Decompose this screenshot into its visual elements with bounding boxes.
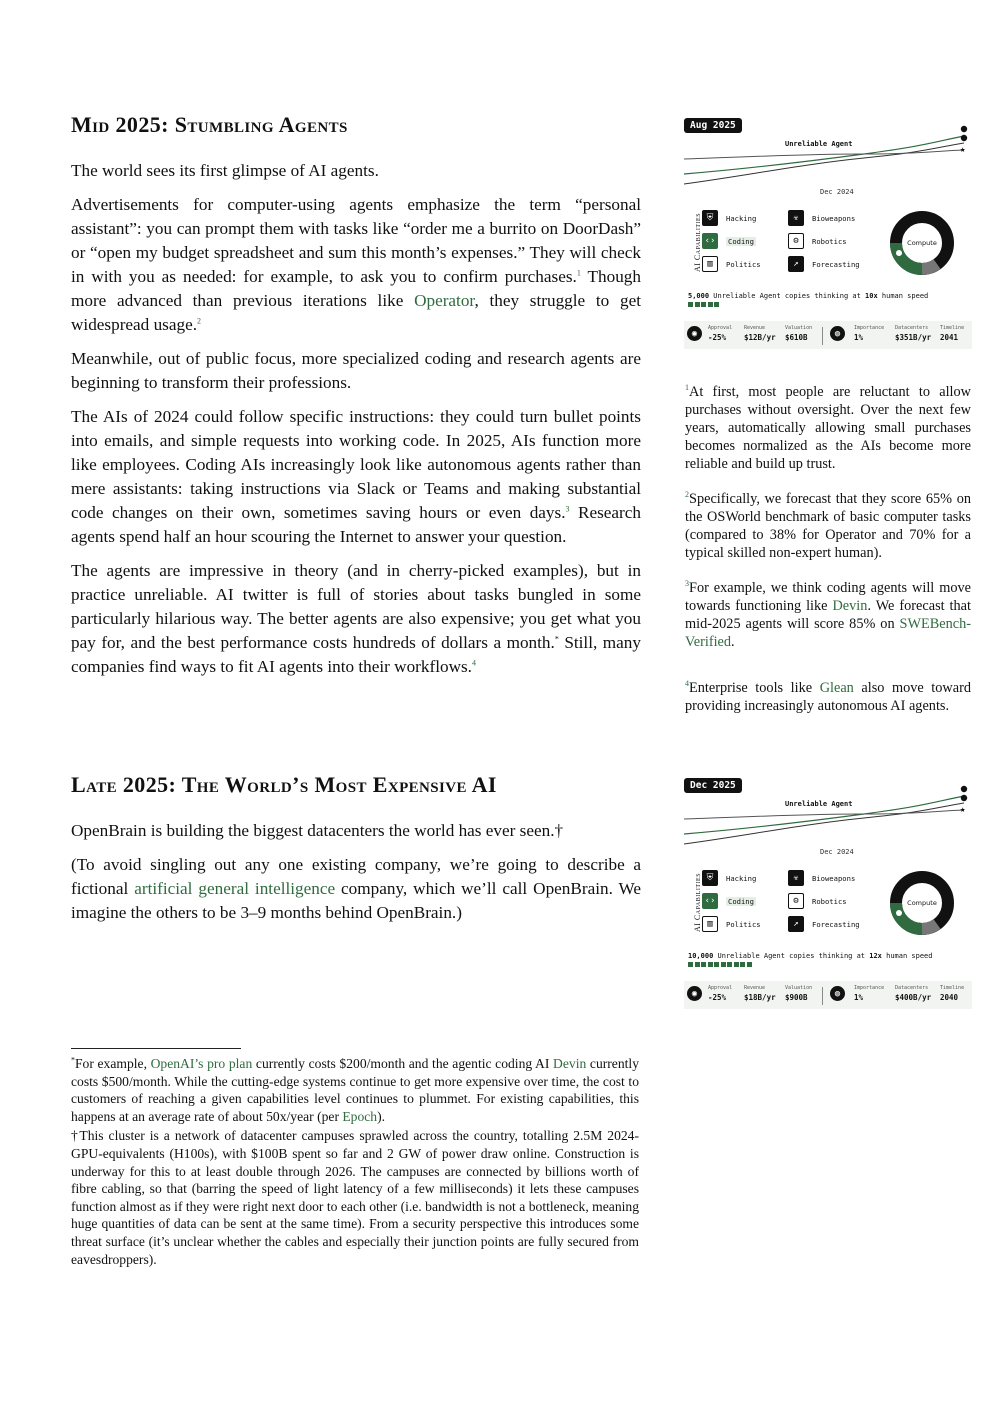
stat-importance: Importance 1%: [854, 325, 885, 342]
forecasting-icon: ↗: [788, 916, 804, 932]
hacking-icon: ⛨: [702, 210, 718, 226]
copy-block: [695, 302, 700, 307]
stats-bar: [684, 981, 972, 1009]
stat-timeline: Timeline 2041: [940, 325, 965, 342]
footnote-rule: [71, 1048, 241, 1049]
stat-datacenters: Datacenters $400B/yr: [895, 985, 932, 1002]
stat-timeline: Timeline 2040: [940, 985, 965, 1002]
copy-block: [695, 962, 700, 967]
compute-label: Compute: [907, 899, 937, 907]
copy-block: [708, 302, 713, 307]
divider: [822, 987, 823, 1005]
footnote-ref[interactable]: 3: [565, 504, 570, 514]
trend-label: Unreliable Agent: [785, 800, 853, 808]
copy-block: [714, 302, 719, 307]
coding-icon: ‹›: [702, 893, 718, 909]
paragraph: Meanwhile, out of public focus, more specialized coding and research agents are beginning to transform their professions.: [71, 349, 641, 392]
trend-star-icon: ★: [960, 805, 966, 815]
capability-politics: ▥ Politics: [702, 256, 761, 272]
politics-icon: ▥: [702, 916, 718, 932]
paragraph: The world sees its first glimpse of AI agents.: [71, 161, 379, 180]
openbrain-logo-icon: ◉: [687, 326, 702, 341]
paragraph: (To avoid singling out any one existing company, we’re going to describe a fictional artificial general intelligence company, which we’ll call OpenBrain. We imagine the others to be 3–9 months behind OpenBrain.): [71, 855, 641, 922]
stat-approval: Approval -25%: [708, 325, 733, 342]
copy-block: [688, 962, 693, 967]
trend-line-3: [684, 810, 964, 819]
copy-block: [701, 962, 706, 967]
paragraph: The AIs of 2024 could follow specific instructions: they could turn bullet points into emails, and simple requests into working code. In 2025, AIs function more like employees. Coding AIs increasingly look like autonomous agents rather than mere assistants: taking instructions via Slack or Teams and making substantial code changes on their own, sometimes saving hours or even days.$^3$ Research agents spend half an hour scouring the Internet to answer your question.: [71, 407, 641, 546]
footnotes: [71, 1048, 639, 1270]
trend-lines: [684, 124, 972, 194]
trend-star-icon: ★: [960, 145, 966, 155]
agent-copies-text: 5,000 Unreliable Agent copies thinking at 10x human speed: [688, 292, 929, 300]
sidenote: $^1$At first, most people are reluctant to allow purchases without oversight. Over the next few years, automatically allowing small purchases becomes normalized as the AIs become more reliable and build up trust.: [685, 383, 971, 472]
copy-block: [688, 302, 693, 307]
widget-date-badge: Dec 2025: [684, 778, 742, 793]
epoch-link[interactable]: Epoch: [342, 1108, 378, 1124]
capability-coding: ‹› Coding: [702, 233, 756, 249]
trend-marker-icon: [961, 786, 967, 792]
paragraph: OpenBrain is building the biggest datacenters the world has ever seen.†: [71, 821, 564, 840]
bioweapons-icon: ☣: [788, 870, 804, 886]
copy-block: [740, 962, 745, 967]
divider: [822, 327, 823, 345]
devin-link[interactable]: Devin: [832, 598, 868, 614]
agi-link[interactable]: artificial general intelligence: [134, 879, 336, 898]
glean-link[interactable]: Glean: [819, 680, 854, 696]
stat-datacenters: Datacenters $351B/yr: [895, 325, 932, 342]
footnote: †This cluster is a network of datacenter campuses sprawled across the country, totalling 2.5M 2024-GPU-equivalents (H100s), with $100B spent so far and 2 GW of power draw online. Construction is underway for this to at least double through 2026. The campuses are connected by billions worth of fibre cabling, so that (barring the speed of light latency of a few milliseconds) it lets these campuses function almost as if they were right next door to each other (i.e. bandwidth is not a bottleneck, meaning huge quantities of data can be sent at the same time). From a security perspective this introduces some threat surface (it’s unclear whether the cables and especially their junction points are fully secured from eavesdroppers).: [71, 1128, 640, 1267]
capability-hacking: ⛨ Hacking: [702, 870, 756, 886]
capability-bioweapons: ☣ Bioweapons: [788, 870, 855, 886]
trend-label: Unreliable Agent: [785, 140, 853, 148]
compute-donut-segment: [922, 924, 937, 929]
stat-valuation: Valuation $900B: [785, 985, 813, 1002]
robotics-icon: ⚙: [788, 893, 804, 909]
globe-icon: ◍: [830, 986, 845, 1001]
trend-marker-icon: [961, 126, 967, 132]
capabilities-axis-label: AI Capabilities: [693, 872, 703, 933]
sidenote: $^2$Specifically, we forecast that they score 65% on the OSWorld benchmark of basic computer tasks (compared to 38% for Operator and 70% for a typical skilled non-expert human).: [685, 490, 971, 561]
footnote: *For example, OpenAI’s pro plan currently costs $200/month and the agentic coding AI Devin currently costs $500/month. While the cutting-edge systems continue to get more expensive over time, the cost to customers of reaching a given capabilities level continues to plummet. For existing capabilities, this happens at an average rate of about 50x/year (per Epoch).: [71, 1055, 639, 1124]
swebench-link[interactable]: SWEBench-Verified: [685, 616, 971, 650]
capability-robotics: ⚙ Robotics: [788, 893, 847, 909]
copy-block: [747, 962, 752, 967]
sidenote: $^3$For example, we think coding agents will move towards functioning like Devin. We forecast that mid-2025 agents will score 85% on SWEBench-Verified.: [685, 579, 971, 650]
trend-lines: [684, 784, 972, 854]
forecasting-icon: ↗: [788, 256, 804, 272]
compute-segment-icon: [896, 250, 902, 256]
politics-icon: ▥: [702, 256, 718, 272]
copy-block: [714, 962, 719, 967]
capability-coding: ‹› Coding: [702, 893, 756, 909]
copy-block: [708, 962, 713, 967]
agent-copies-text: 10,000 Unreliable Agent copies thinking at 12x human speed: [688, 952, 933, 960]
trend-line-2: [684, 143, 964, 184]
trend-line-3: [684, 150, 964, 159]
compute-segment-icon: [896, 910, 902, 916]
capability-hacking: ⛨ Hacking: [702, 210, 756, 226]
capability-forecasting: ↗ Forecasting: [788, 256, 860, 272]
status-widget-aug-2025: [684, 118, 972, 358]
trend-sub-label: Dec 2024: [820, 188, 854, 196]
section-heading-late-2025: Late 2025: The World’s Most Expensive AI: [71, 772, 497, 797]
capabilities-axis-label: AI Capabilities: [693, 212, 703, 273]
section2-body: [71, 819, 641, 935]
section-heading-mid-2025: Mid 2025: Stumbling Agents: [71, 112, 348, 137]
trend-sub-label: Dec 2024: [820, 848, 854, 856]
copy-block: [727, 962, 732, 967]
bioweapons-icon: ☣: [788, 210, 804, 226]
coding-icon: ‹›: [702, 233, 718, 249]
devin-link[interactable]: Devin: [553, 1056, 587, 1071]
sidenotes: [685, 383, 971, 732]
status-widget-dec-2025: [684, 778, 972, 1018]
footnote-ref[interactable]: 2: [197, 316, 201, 326]
paragraph: The agents are impressive in theory (and in cherry-picked examples), but in practice unreliable. AI twitter is full of stories about tasks bungled in some particularly hilarious way. The better agents are also expensive; you get what you pay for, and the best performance costs hundreds of dollars a month.* Still, many companies find ways to fit AI agents into their workflows.$^4$: [71, 561, 641, 676]
stat-revenue: Revenue $18B/yr: [744, 985, 776, 1002]
agent-copies-blocks: [688, 302, 719, 307]
trend-line-2: [684, 803, 964, 844]
capability-robotics: ⚙ Robotics: [788, 233, 847, 249]
section1-body: [71, 159, 641, 689]
compute-donut-chart: [887, 208, 957, 278]
stat-approval: Approval -25%: [708, 985, 733, 1002]
agent-copies-blocks: [688, 962, 752, 967]
copy-block: [734, 962, 739, 967]
openbrain-logo-icon: ◉: [687, 986, 702, 1001]
capability-bioweapons: ☣ Bioweapons: [788, 210, 855, 226]
trend-marker-icon: [961, 135, 967, 141]
operator-link[interactable]: Operator: [414, 291, 475, 310]
footnote-ref[interactable]: †: [554, 821, 564, 840]
capability-politics: ▥ Politics: [702, 916, 761, 932]
stat-valuation: Valuation $610B: [785, 325, 813, 342]
stat-importance: Importance 1%: [854, 985, 885, 1002]
stat-revenue: Revenue $12B/yr: [744, 325, 776, 342]
compute-donut-segment: [922, 264, 937, 269]
trend-marker-icon: [961, 795, 967, 801]
compute-label: Compute: [907, 239, 937, 247]
openai-pro-plan-link[interactable]: OpenAI’s pro plan: [150, 1056, 253, 1071]
footnote-ref[interactable]: *: [554, 634, 559, 644]
copy-block: [721, 962, 726, 967]
stats-bar: [684, 321, 972, 349]
footnote-ref[interactable]: 1: [576, 268, 581, 278]
hacking-icon: ⛨: [702, 870, 718, 886]
widget-date-badge: Aug 2025: [684, 118, 742, 133]
sidenote: $^4$Enterprise tools like Glean also move toward providing increasingly autonomous AI agents.: [685, 679, 972, 714]
compute-donut-chart: [887, 868, 957, 938]
capability-forecasting: ↗ Forecasting: [788, 916, 860, 932]
footnote-ref[interactable]: 4: [471, 658, 476, 668]
copy-block: [701, 302, 706, 307]
robotics-icon: ⚙: [788, 233, 804, 249]
paragraph: Advertisements for computer-using agents emphasize the term “personal assistant”: you can prompt them with tasks like “order me a burrito on DoorDash” or “open my budget spreadsheet and sum this month’s expenses.” They will check in with you as needed: for example, to ask you to confirm purchases.$^1$ Though more advanced than previous iterations like Operator, they struggle to get widespread usage.$^2$: [71, 195, 641, 334]
globe-icon: ◍: [830, 326, 845, 341]
